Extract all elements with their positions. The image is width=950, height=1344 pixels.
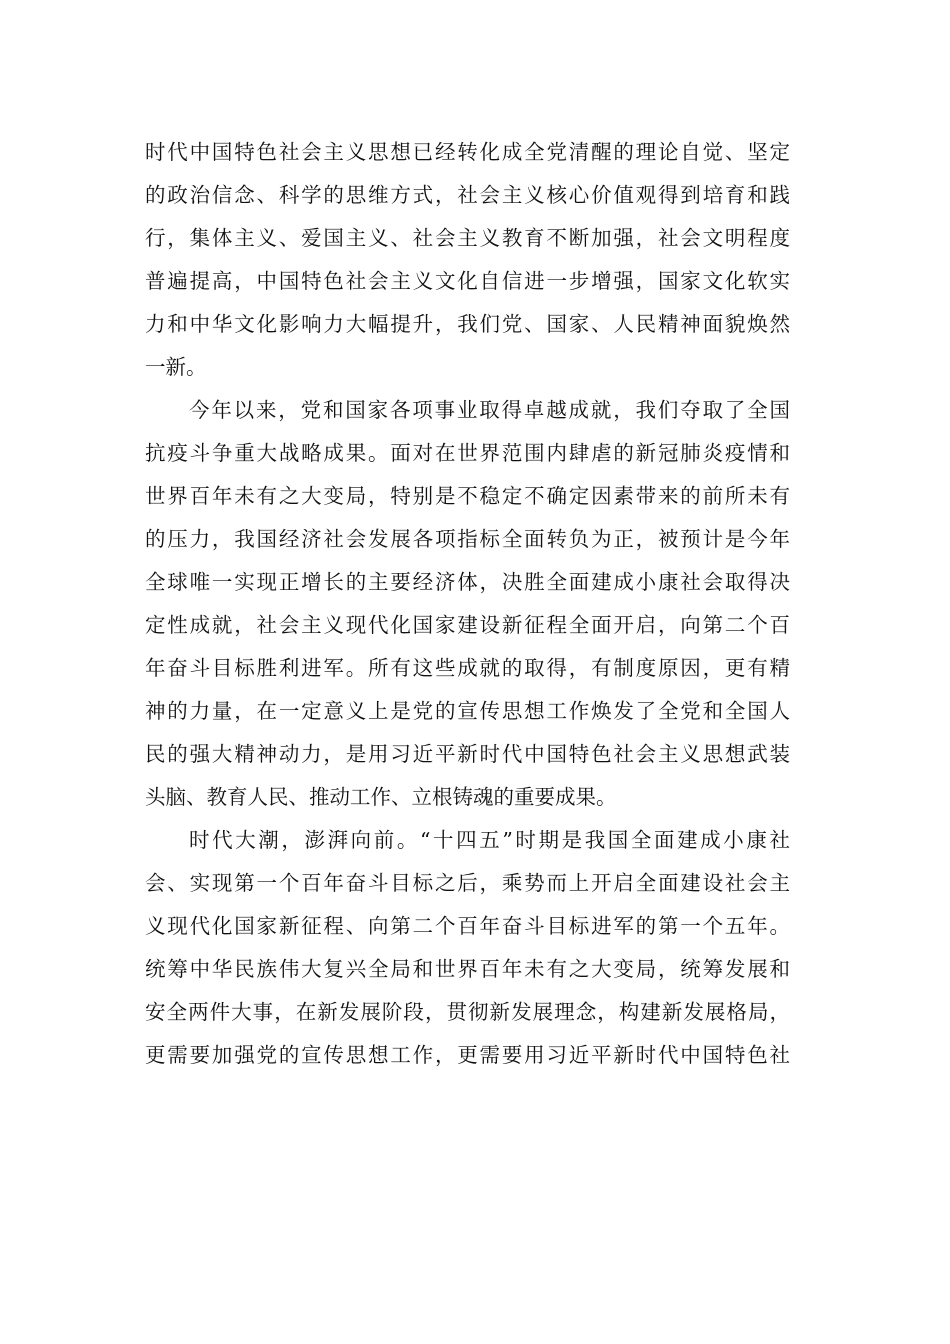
text-line-11: 全球唯一实现正增长的主要经济体，决胜全面建成小康社会取得决 (145, 570, 790, 594)
text-line-6: 一新。 (145, 355, 207, 379)
text-line-10: 的压力，我国经济社会发展各项指标全面转负为正，被预计是今年 (145, 527, 790, 551)
text-line-17: 时代大潮，澎湃向前。“十四五”时期是我国全面建成小康社 (189, 828, 790, 852)
text-line-5: 力和中华文化影响力大幅提升，我们党、国家、人民精神面貌焕然 (145, 312, 790, 336)
text-line-13: 年奋斗目标胜利进军。所有这些成就的取得，有制度原因，更有精 (145, 656, 790, 680)
text-line-12: 定性成就，社会主义现代化国家建设新征程全面开启，向第二个百 (145, 613, 790, 637)
text-line-7: 今年以来，党和国家各项事业取得卓越成就，我们夺取了全国 (189, 398, 790, 422)
text-line-4: 普遍提高，中国特色社会主义文化自信进一步增强，国家文化软实 (145, 269, 790, 293)
text-line-16: 头脑、教育人民、推动工作、立根铸魂的重要成果。 (145, 785, 617, 809)
text-line-1: 时代中国特色社会主义思想已经转化成全党清醒的理论自觉、坚定 (145, 140, 790, 164)
text-line-15: 民的强大精神动力，是用习近平新时代中国特色社会主义思想武装 (145, 742, 790, 766)
text-line-18: 会、实现第一个百年奋斗目标之后，乘势而上开启全面建设社会主 (145, 871, 790, 895)
text-line-22: 更需要加强党的宣传思想工作，更需要用习近平新时代中国特色社 (145, 1043, 790, 1067)
text-line-19: 义现代化国家新征程、向第二个百年奋斗目标进军的第一个五年。 (145, 914, 790, 938)
text-line-20: 统筹中华民族伟大复兴全局和世界百年未有之大变局，统筹发展和 (145, 957, 790, 981)
text-line-14: 神的力量，在一定意义上是党的宣传思想工作焕发了全党和全国人 (145, 699, 790, 723)
text-line-9: 世界百年未有之大变局，特别是不稳定不确定因素带来的前所未有 (145, 484, 790, 508)
text-line-21: 安全两件大事，在新发展阶段，贯彻新发展理念，构建新发展格局， (145, 1000, 790, 1024)
body-text (145, 131, 805, 1077)
text-line-3: 行，集体主义、爱国主义、社会主义教育不断加强，社会文明程度 (145, 226, 790, 250)
text-line-8: 抗疫斗争重大战略成果。面对在世界范围内肆虐的新冠肺炎疫情和 (145, 441, 790, 465)
text-line-2: 的政治信念、科学的思维方式，社会主义核心价值观得到培育和践 (145, 183, 790, 207)
